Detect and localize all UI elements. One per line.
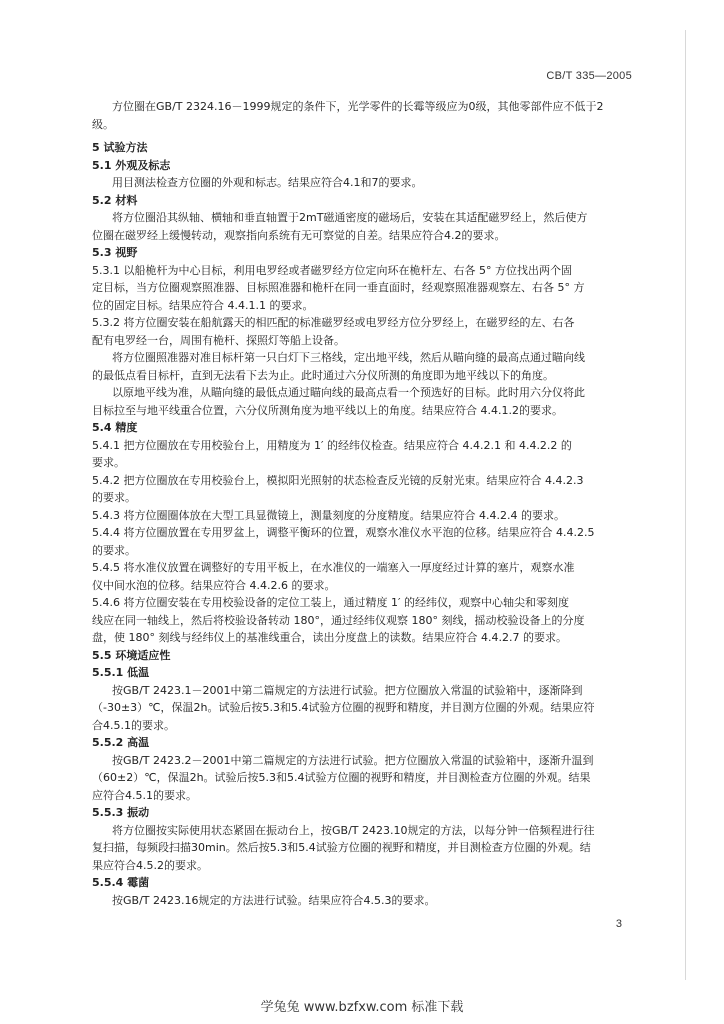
text-line: 级。 xyxy=(92,117,114,131)
text-line: 方位圈在GB/T 2324.16－1999规定的条件下，光学零件的长霉等级应为0级，其他零部件应不低于2 xyxy=(112,100,604,113)
text-line: 5.4.6 将方位圈安装在专用校验设备的定位工装上，通过精度 1′ 的经纬仪，观察中心轴尖和零刻度 xyxy=(92,596,569,609)
page-edge xyxy=(685,30,686,980)
text-line: 5.4.2 把方位圈放在专用校验台上，模拟阳光照射的状态检查反光镜的反射光束。结果应符合 4.4.2.3 xyxy=(92,473,584,487)
section-heading: 5.3 视野 xyxy=(92,246,138,259)
text-line: 将方位圈按实际使用状态紧固在振动台上，按GB/T 2423.10规定的方法，以每分钟一倍频程进行往 xyxy=(112,823,595,837)
text-line: 位的固定目标。结果应符合 4.4.1.1 的要求。 xyxy=(92,298,314,312)
section-heading: 5.1 外观及标志 xyxy=(92,158,171,172)
text-line: 仪中间水泡的位移。结果应符合 4.4.2.6 的要求。 xyxy=(92,578,336,592)
standard-code: CB/T 335—2005 xyxy=(546,70,632,82)
text-line: 配有电罗经一台，周围有桅杆、探照灯等船上设备。 xyxy=(92,333,345,347)
text-line: 复扫描，每频段扫描30min。然后按5.3和5.4试验方位圈的视野和精度，并目测检查方位圈的外观。结 xyxy=(92,841,591,854)
text-line: （60±2）℃，保温2h。试验后按5.3和5.4试验方位圈的视野和精度，并目测检查方位圈的外观。结果 xyxy=(92,771,591,784)
text-line: 果应符合4.5.2的要求。 xyxy=(92,858,208,872)
text-line: 5.4.1 把方位圈放在专用校验台上，用精度为 1′ 的经纬仪检查。结果应符合 4.4.2.1 和 4.4.2.2 的 xyxy=(92,438,572,452)
text-line: 的最低点看目标杆，直到无法看下去为止。此时通过六分仪所测的角度即为地平线以下的角度。 xyxy=(92,368,554,382)
text-line: 目标拉至与地平线重合位置，六分仪所测角度为地平线以上的角度。结果应符合 4.4.1.2的要求。 xyxy=(92,403,563,417)
text-line: （-30±3）℃，保温2h。试验后按5.3和5.4试验方位圈的视野和精度，并目测方位圈的外观。结果应符 xyxy=(92,701,595,714)
footer-watermark: 学兔兔 www.bzfxw.com 标准下载 xyxy=(260,1000,464,1015)
section-heading: 5.5.4 霉菌 xyxy=(92,876,150,889)
text-line: 要求。 xyxy=(92,456,125,469)
section-heading: 5.5.2 高温 xyxy=(92,736,150,749)
text-line: 按GB/T 2423.16规定的方法进行试验。结果应符合4.5.3的要求。 xyxy=(112,893,436,907)
section-heading: 5.5.3 振动 xyxy=(92,806,150,819)
text-line: 以原地平线为准，从瞄向缝的最低点通过瞄向线的最高点看一个预选好的目标。此时用六分仪将此 xyxy=(112,386,585,399)
section-heading: 5 试验方法 xyxy=(92,141,148,154)
text-line: 将方位圈照准器对准目标杆第一只白灯下三格线，定出地平线，然后从瞄向缝的最高点通过瞄向线 xyxy=(112,351,585,364)
text-line: 应符合4.5.1的要求。 xyxy=(92,788,197,802)
text-line: 用目测法检查方位圈的外观和标志。结果应符合4.1和7的要求。 xyxy=(112,176,423,189)
text-line: 的要求。 xyxy=(92,491,136,504)
section-heading: 5.4 精度 xyxy=(92,421,138,434)
text-line: 5.4.5 将水准仪放置在调整好的专用平板上，在水准仪的一端塞入一厚度经过计算的塞片，观察水准 xyxy=(92,561,575,574)
section-heading: 5.5.1 低温 xyxy=(92,666,150,679)
text-line: 按GB/T 2423.1－2001中第二篇规定的方法进行试验。把方位圈放入常温的试验箱中，逐渐降到 xyxy=(112,683,583,697)
text-line: 合4.5.1的要求。 xyxy=(92,718,175,732)
page-number: 3 xyxy=(615,918,622,930)
text-line: 5.3.2 将方位圈安装在船航露天的相匹配的标准磁罗经或电罗经方位分罗经上，在磁罗经的左、右各 xyxy=(92,316,575,329)
text-line: 定目标，当方位圈观察照准器、目标照准器和桅杆在同一垂直面时，经观察照准器观察左、右各 5° 方 xyxy=(92,281,585,294)
text-line: 将方位圈沿其纵轴、横轴和垂直轴置于2mT磁通密度的磁场后，安装在其适配磁罗经上，然后使方 xyxy=(112,211,588,224)
text-line: 按GB/T 2423.2－2001中第二篇规定的方法进行试验。把方位圈放入常温的试验箱中，逐渐升温到 xyxy=(112,753,594,767)
text-line: 的要求。 xyxy=(92,543,136,557)
section-heading: 5.2 材料 xyxy=(92,193,138,207)
text-line: 5.4.4 将方位圈放置在专用罗盆上，调整平衡环的位置，观察水准仪水平泡的位移。结果应符合 4.4.2.5 xyxy=(92,526,595,539)
text-line: 5.3.1 以船桅杆为中心目标，利用电罗经或者磁罗经方位定向环在桅杆左、右各 5° 方位找出两个固 xyxy=(92,263,572,277)
text-line: 线应在同一轴线上，然后将校验设备转动 180°，通过经纬仪观察 180° 刻线，摇动校验设备上的分度 xyxy=(92,613,585,627)
text-line: 5.4.3 将方位圈圈体放在大型工具显微镜上，测量刻度的分度精度。结果应符合 4.4.2.4 的要求。 xyxy=(92,508,565,522)
text-line: 位圈在磁罗经上缓慢转动，观察指向系统有无可察觉的自差。结果应符合4.2的要求。 xyxy=(92,228,506,242)
text-line: 盘，使 180° 刻线与经纬仪上的基准线重合，读出分度盘上的读数。结果应符合 4.4.2.7 的要求。 xyxy=(92,631,567,644)
section-heading: 5.5 环境适应性 xyxy=(92,648,171,662)
